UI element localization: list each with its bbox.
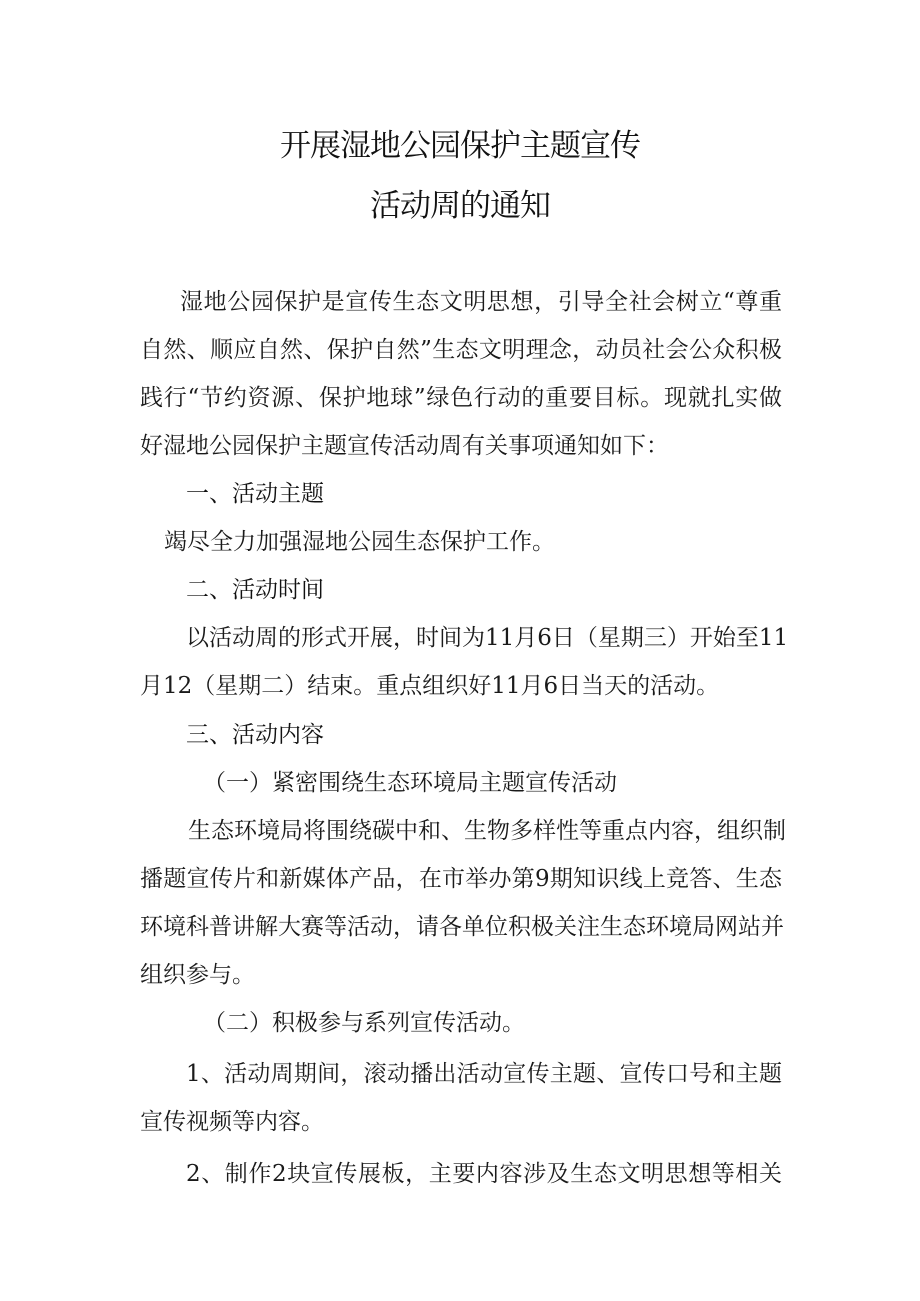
section-3-sub-1-line-4: 组织参与。: [140, 962, 255, 988]
section-3-sub-2-heading: （二）积极参与系列宣传活动。: [203, 1010, 525, 1036]
section-2-heading: 二、活动时间: [186, 577, 324, 603]
section-3-sub-1-line-1: 生态环境局将围绕碳中和、生物多样性等重点内容，组织制: [188, 818, 786, 844]
section-3-sub-1-line-3: 环境科普讲解大赛等活动，请各单位积极关注生态环境局网站并: [140, 914, 784, 940]
intro-line-1: 湿地公园保护是宣传生态文明思想，引导全社会树立“尊重: [180, 289, 782, 315]
section-3-sub-1-heading: （一）紧密围绕生态环境局主题宣传活动: [203, 770, 617, 796]
intro-line-2: 自然、顺应自然、保护自然”生态文明理念，动员社会公众积极: [140, 337, 782, 363]
section-2-body-line-1: 以活动周的形式开展，时间为11月6日（星期三）开始至11: [186, 625, 789, 651]
section-3-item-1-line-1: 1、活动周期间，滚动播出活动宣传主题、宣传口号和主题: [186, 1061, 782, 1087]
intro-line-4: 好湿地公园保护主题宣传活动周有关事项通知如下：: [140, 433, 669, 459]
document-title-line-1: 开展湿地公园保护主题宣传: [280, 128, 640, 164]
section-2-body-line-2: 月12（星期二）结束。重点组织好11月6日当天的活动。: [140, 673, 720, 699]
section-3-item-2-line-1: 2、制作2块宣传展板，主要内容涉及生态文明思想等相关: [186, 1161, 782, 1187]
section-3-item-1-line-2: 宣传视频等内容。: [140, 1109, 324, 1135]
section-3-sub-1-line-2: 播题宣传片和新媒体产品，在市举办第9期知识线上竞答、生态: [140, 866, 782, 892]
section-1-heading: 一、活动主题: [186, 481, 324, 507]
section-1-body: 竭尽全力加强湿地公园生态保护工作。: [164, 529, 555, 555]
document-title-line-2: 活动周的通知: [370, 188, 550, 224]
intro-line-3: 践行“节约资源、保护地球”绿色行动的重要目标。现就扎实做: [140, 385, 782, 411]
section-3-heading: 三、活动内容: [186, 722, 324, 748]
